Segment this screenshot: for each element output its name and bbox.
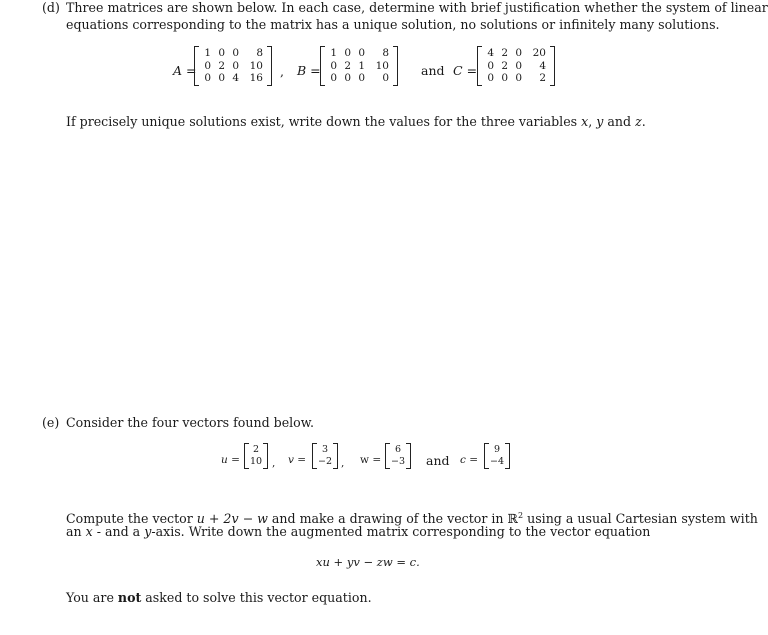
matrix-b-entry: 0: [344, 72, 351, 84]
matrix-b-entry: 1: [330, 47, 337, 59]
vector-equation: xu + yv − zw = c.: [316, 555, 420, 569]
matrix-c-entry: 0: [487, 59, 494, 72]
matrix-c-entry: 0: [487, 72, 494, 84]
vector-u-entry: 10: [250, 456, 263, 467]
matrix-a-entry: 10: [249, 59, 263, 72]
matrix-c-entry: 0: [501, 72, 508, 84]
matrix-b-entry: 0: [330, 72, 337, 84]
part-e-compute-line2: an x - and a y-axis. Write down the augmented matrix corresponding to the vector equation: [66, 524, 651, 539]
matrix-c-label: C =: [453, 63, 478, 78]
vector-v-entry: −2: [318, 456, 333, 467]
matrix-b-label: B =: [297, 63, 321, 78]
matrix-a-entry: 0: [218, 47, 225, 59]
vector-v-label: v =: [288, 454, 307, 466]
matrix-c-entry: 0: [515, 72, 522, 84]
vector-c-label: c =: [460, 454, 479, 466]
vector-u: [244, 443, 268, 469]
matrix-b-entry: 0: [358, 47, 365, 59]
vector-v-comma: ,: [341, 457, 345, 469]
matrix-c-entry: 4: [539, 59, 546, 72]
matrix-b-entry: 8: [382, 47, 389, 59]
matrix-b-entry: 0: [358, 72, 365, 84]
matrix-b-entry: 1: [358, 59, 365, 72]
vector-u-label: u =: [221, 454, 240, 466]
matrix-a-entry: 1: [204, 47, 211, 59]
and-word-e: and: [426, 453, 450, 468]
matrix-a-comma: ,: [280, 64, 284, 79]
matrix-a-entry: 0: [218, 72, 225, 84]
vector-v: [312, 443, 338, 469]
vector-w-label: w =: [360, 454, 382, 466]
matrix-a-entry: 2: [218, 59, 225, 72]
vector-c-entry: −4: [490, 456, 505, 467]
matrix-a: [194, 46, 272, 86]
vector-w-entry: −3: [391, 456, 406, 467]
vector-u-entry: 2: [253, 444, 260, 455]
part-d-followup: If precisely unique solutions exist, write down the values for the three variables x, y and z.: [66, 114, 646, 129]
part-d-label: (d): [42, 0, 60, 15]
matrix-a-entry: 0: [232, 59, 239, 72]
matrix-c-entry: 2: [501, 59, 508, 72]
part-e-compute-line1: Compute the vector u + 2v − w and make a drawing of the vector in ℝ$^2$ using a usual Cartesian system with: [66, 511, 758, 527]
matrix-c-entry: 2: [501, 47, 508, 59]
and-word-d: and: [421, 63, 445, 78]
matrix-b: [320, 46, 398, 86]
matrix-b-entry: 10: [375, 59, 389, 72]
vector-w: [385, 443, 411, 469]
matrix-a-entry: 0: [204, 59, 211, 72]
part-d-intro-line2: equations corresponding to the matrix has a unique solution, no solutions or infinitely many solutions.: [66, 17, 720, 32]
matrix-c-entry: 4: [487, 47, 494, 59]
matrix-c: [477, 46, 555, 86]
matrix-b-entry: 0: [344, 47, 351, 59]
part-e-note: You are not asked to solve this vector equation.: [66, 590, 372, 605]
matrix-a-label: A =: [173, 63, 197, 78]
matrix-a-entry: 16: [249, 72, 263, 84]
vector-u-comma: ,: [272, 457, 276, 469]
vector-v-entry: 3: [321, 444, 329, 455]
vector-c-entry: 9: [493, 444, 501, 455]
matrix-b-entry: 2: [344, 59, 351, 72]
matrix-b-entry: 0: [330, 59, 337, 72]
matrix-c-entry: 0: [515, 47, 522, 59]
matrix-a-entry: 0: [204, 72, 211, 84]
part-d-intro-line1: Three matrices are shown below. In each case, determine with brief justification whether the system of linear: [66, 0, 768, 15]
matrix-b-entry: 0: [382, 72, 389, 84]
part-e-intro: Consider the four vectors found below.: [66, 415, 315, 430]
matrix-a-entry: 0: [232, 47, 239, 59]
matrix-a-entry: 8: [256, 47, 263, 59]
matrix-c-entry: 20: [532, 47, 546, 59]
vector-c: [484, 443, 510, 469]
part-e-label: (e): [42, 415, 60, 430]
matrix-a-entry: 4: [232, 72, 239, 84]
vector-w-entry: 6: [394, 444, 402, 455]
matrix-c-entry: 0: [515, 59, 522, 72]
matrix-c-entry: 2: [539, 72, 546, 84]
